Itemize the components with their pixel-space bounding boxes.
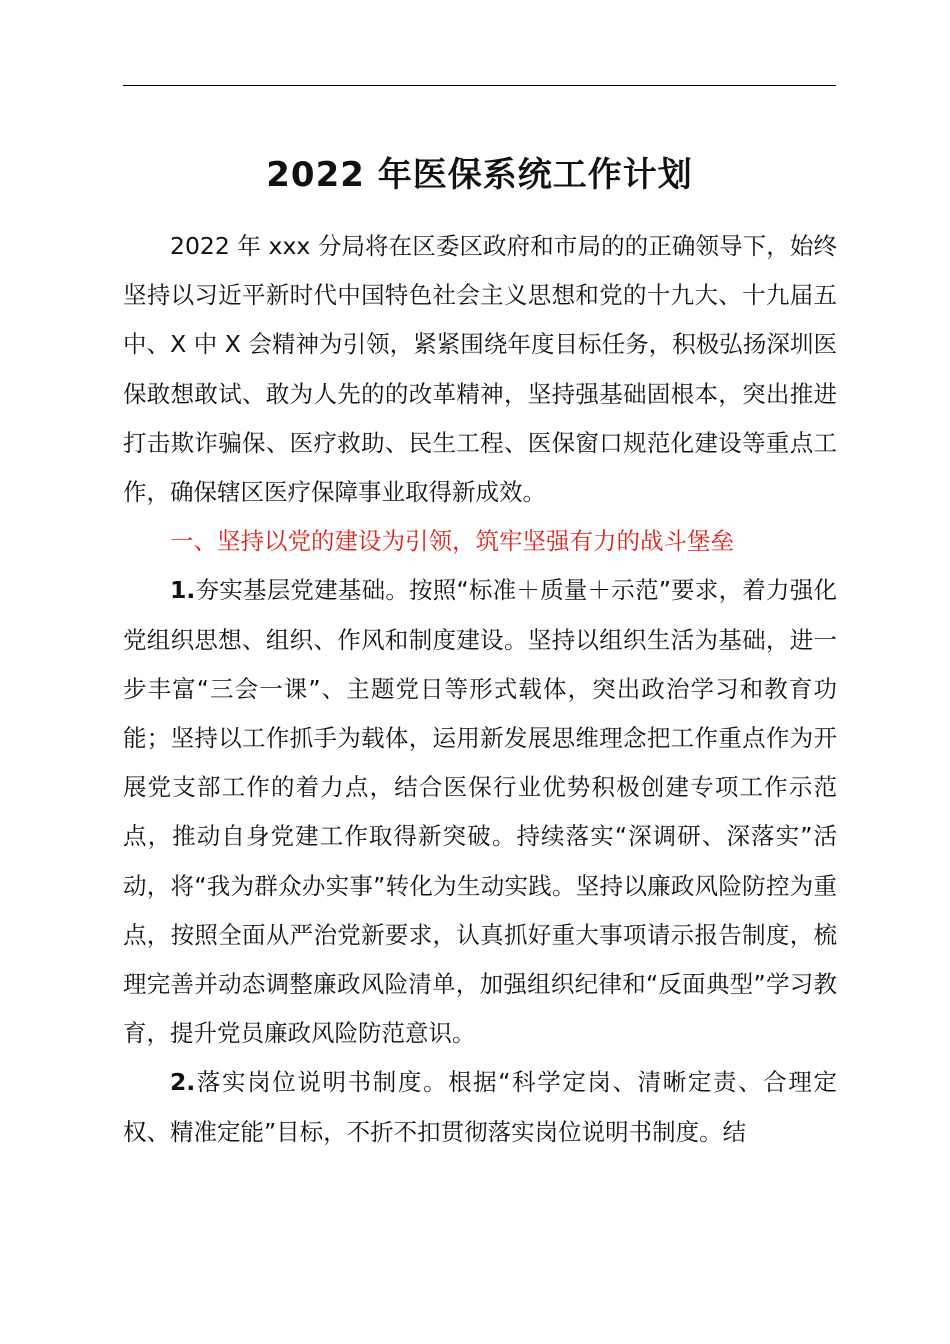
item-text-2: 落实岗位说明书制度。根据“科学定岗、清晰定责、合理定权、精准定能”目标，不折不扣贯彻落实岗位说明书制度。结 <box>123 1068 837 1146</box>
item-number-1: 1. <box>170 576 196 605</box>
document-body <box>123 222 837 1157</box>
item-number-2: 2. <box>170 1068 196 1097</box>
header-rule <box>123 85 836 86</box>
intro-paragraph: 2022 年 xxx 分局将在区委区政府和市局的的正确领导下，始终坚持以习近平新时代中国特色社会主义思想和党的十九大、十九届五中、X 中 X 会精神为引领，紧紧围绕年度目标任务，积极弘扬深圳医保敢想敢试、敢为人先的的改革精神，坚持强基础固根本，突出推进打击欺诈骗保、医疗救助、民生工程、医保窗口规范化建设等重点工作，确保辖区医疗保障事业取得新成效。 <box>123 232 837 507</box>
item-paragraph-2 <box>123 1058 837 1156</box>
section-heading-1: 一、坚持以党的建设为引领，筑牢坚强有力的战斗堡垒 <box>170 527 734 556</box>
document-title: 2022 年医保系统工作计划 <box>266 155 693 195</box>
item-paragraph-1 <box>123 566 837 1058</box>
item-text-1: 夯实基层党建基础。按照“标准＋质量＋示范”要求，着力强化党组织思想、组织、作风和制度建设。坚持以组织生活为基础，进一步丰富“三会一课”、主题党日等形式载体，突出政治学习和教育功能；坚持以工作抓手为载体，运用新发展思维理念把工作重点作为开展党支部工作的着力点，结合医保行业优势积极创建专项工作示范点，推动自身党建工作取得新突破。持续落实“深调研、深落实”活动，将“我为群众办实事”转化为生动实践。坚持以廉政风险防控为重点，按照全面从严治党新要求，认真抓好重大事项请示报告制度，梳理完善并动态调整廉政风险清单，加强组织纪律和“反面典型”学习教育，提升党员廉政风险防范意识。 <box>123 576 837 1048</box>
